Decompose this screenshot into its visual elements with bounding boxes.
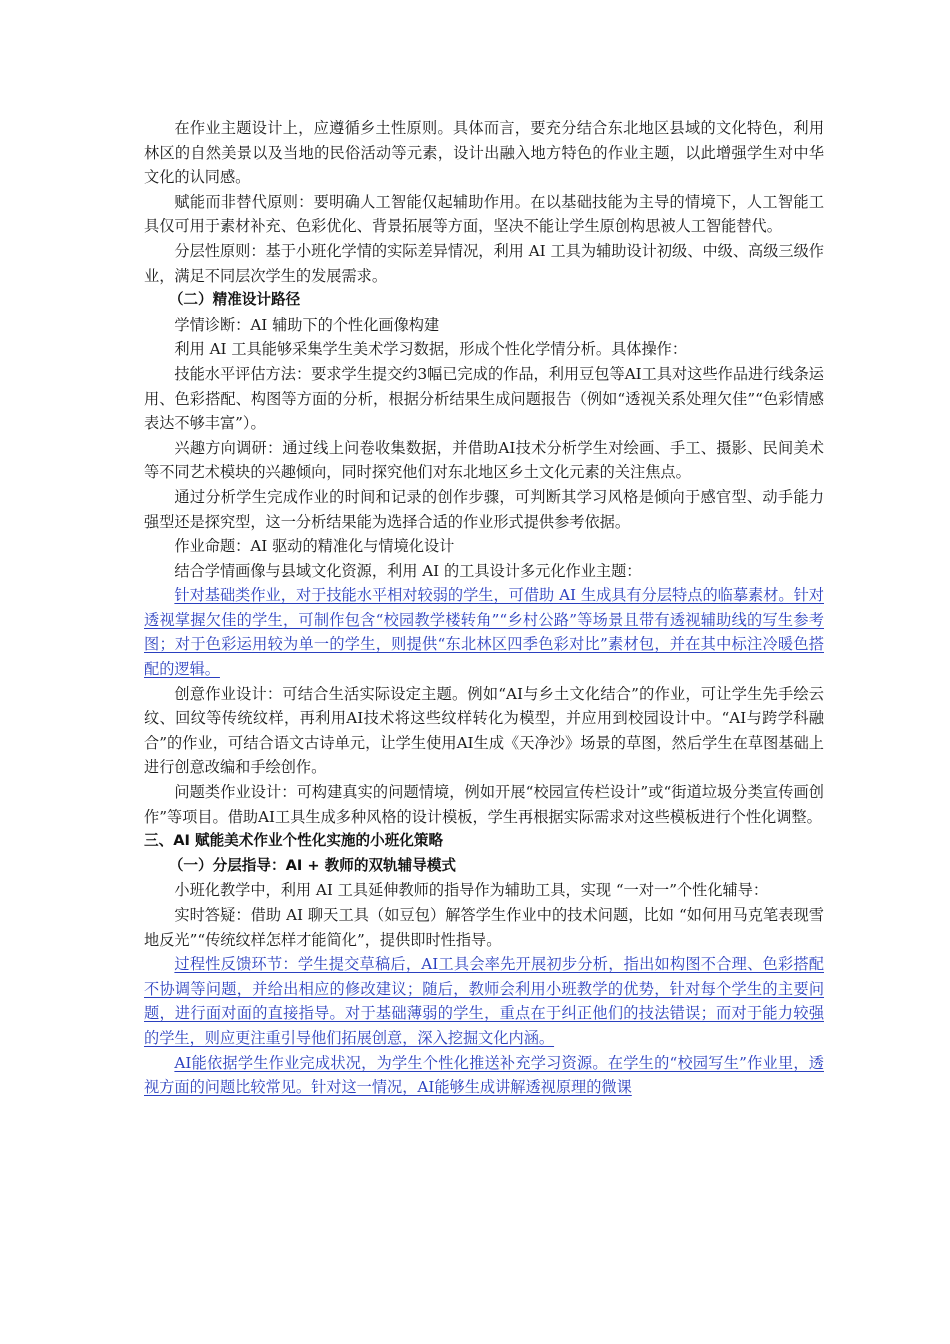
- link-basic-assignments[interactable]: 针对基础类作业，对于技能水平相对较弱的学生，可借助 AI 生成具有分层特点的临摹素材。针对透视掌握欠佳的学生，可制作包含“校园教学楼转角”“乡村公路”等场景且带有透视辅助线的写生参考图；对于色彩运用较为单一的学生，则提供“东北林区四季色彩对比”素材包，并在其中标注冷暖色搭配的逻辑。: [144, 586, 824, 679]
- paragraph-assignment-intro: 结合学情画像与县域文化资源，利用 AI 的工具设计多元化作业主题：: [174, 561, 642, 580]
- paragraph-empower-principle: 赋能而非替代原则：要明确人工智能仅起辅助作用。在以基础技能为主导的情境下，人工智能工具仅可用于素材补充、色彩优化、背景拓展等方面，坚决不能让学生原创构思被人工智能替代。: [144, 192, 824, 236]
- paragraph-assignment-title: 作业命题：AI 驱动的精准化与情境化设计: [174, 537, 455, 556]
- section-heading-strategies: 三、AI 赋能美术作业个性化实施的小班化策略: [144, 832, 444, 850]
- paragraph-realtime-qa: 实时答疑：借助 AI 聊天工具（如豆包）解答学生作业中的技术问题，比如 “如何用马克笔表现雪地反光”“传统纹样怎样才能简化”，提供即时性指导。: [144, 906, 824, 949]
- paragraph-diagnosis-intro: 利用 AI 工具能够采集学生美术学习数据，形成个性化学情分析。具体操作：: [174, 340, 688, 359]
- paragraph-small-class-intro: 小班化教学中，利用 AI 工具延伸教师的指导作为辅助工具，实现 “一对一”个性化辅导：: [174, 881, 769, 900]
- paragraph-tiered-principle: 分层性原则：基于小班化学情的实际差异情况，利用 AI 工具为辅助设计初级、中级、高级三级作业，满足不同层次学生的发展需求。: [144, 241, 824, 285]
- paragraph-skill-assessment: 技能水平评估方法：要求学生提交约3幅已完成的作品，利用豆包等AI工具对这些作品进行线条运用、色彩搭配、构图等方面的分析，根据分析结果生成问题报告（例如“透视关系处理欠佳”“色彩情感表达不够丰富”）。: [144, 364, 824, 433]
- link-process-feedback[interactable]: 过程性反馈环节：学生提交草稿后，AI工具会率先开展初步分析，指出如构图不合理、色彩搭配不协调等问题，并给出相应的修改建议；随后，教师会利用小班教学的优势，针对每个学生的主要问题，进行面对面的直接指导。对于基础薄弱的学生，重点在于纠正他们的技法错误；而对于能力较强的学生，则应更注重引导他们拓展创意，深入挖掘文化内涵。: [144, 955, 824, 1047]
- link-resource-push[interactable]: AI能依据学生作业完成状况，为学生个性化推送补充学习资源。在学生的“校园写生”作业里，透视方面的问题比较常见。针对这一情况，AI能够生成讲解透视原理的微课: [144, 1053, 824, 1097]
- section-heading-design-path: （二）精准设计路径: [168, 291, 301, 309]
- paragraph-creative-assignments: 创意作业设计：可结合生活实际设定主题。例如“AI与乡土文化结合”的作业，可让学生先手绘云纹、回纹等传统纹样，再利用AI技术将这些纹样转化为模型，并应用到校园设计中。“AI与跨学科融合”的作业，可结合语文古诗单元，让学生使用AI生成《天净沙》场景的草图，然后学生在草图基础上进行创意改编和手绘创作。: [144, 684, 824, 777]
- paragraph-learning-style: 通过分析学生完成作业的时间和记录的创作步骤，可判断其学习风格是倾向于感官型、动手能力强型还是探究型，这一分析结果能为选择合适的作业形式提供参考依据。: [144, 487, 824, 531]
- paragraph-interest-survey: 兴趣方向调研：通过线上问卷收集数据，并借助AI技术分析学生对绘画、手工、摄影、民间美术等不同艺术模块的兴趣倾向，同时探究他们对东北地区乡土文化元素的关注焦点。: [144, 438, 824, 482]
- paragraph-diagnosis-title: 学情诊断：AI 辅助下的个性化画像构建: [174, 315, 440, 334]
- document-body: [144, 116, 824, 1100]
- paragraph-problem-assignments: 问题类作业设计：可构建真实的问题情境，例如开展“校园宣传栏设计”或“街道垃圾分类宣传画创作”等项目。借助AI工具生成多种风格的设计模板，学生再根据实际需求对这些模板进行个性化调整。: [144, 783, 824, 826]
- section-heading-tiered-guidance: （一）分层指导：AI + 教师的双轨辅导模式: [168, 856, 457, 874]
- paragraph-rural-principle: 在作业主题设计上，应遵循乡土性原则。具体而言，要充分结合东北地区县域的文化特色，利用林区的自然美景以及当地的民俗活动等元素，设计出融入地方特色的作业主题，以此增强学生对中华文化的认同感。: [144, 119, 824, 187]
